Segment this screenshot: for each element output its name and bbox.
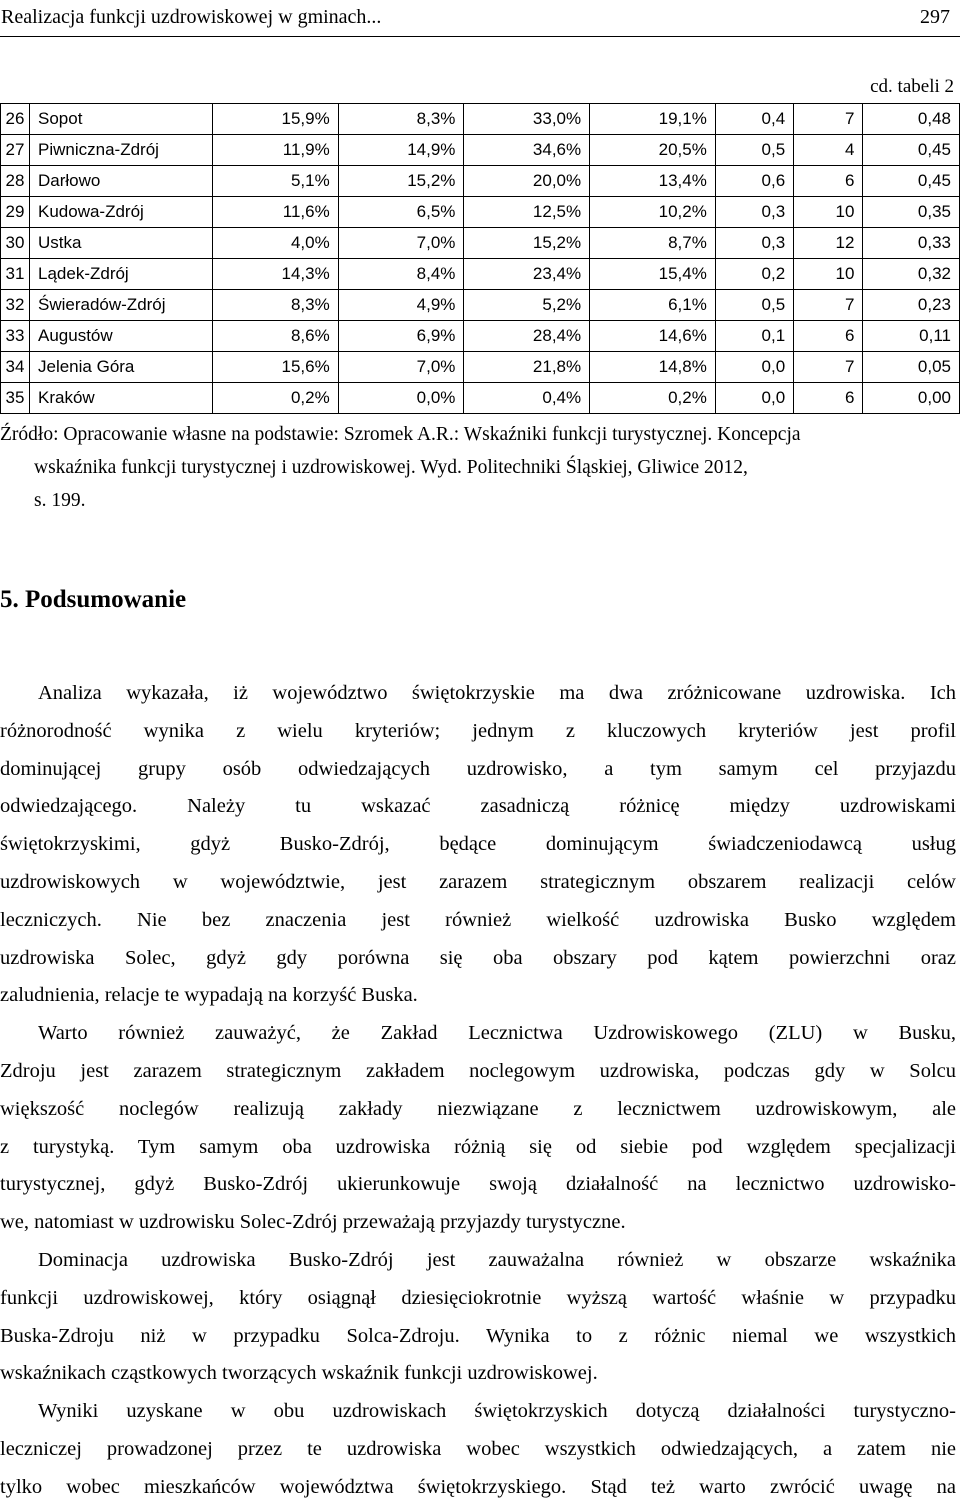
table-row xyxy=(1,290,960,321)
table-cell-c6: 7 xyxy=(794,104,863,135)
table-cell-c5: 0,4 xyxy=(715,104,793,135)
body-text xyxy=(0,675,956,1507)
table-cell-c7: 0,45 xyxy=(863,135,960,166)
body-line: funkcji uzdrowiskowej, który osiągnął dziesięciokrotnie wyższą wartość właśnie w przypadku xyxy=(0,1286,956,1309)
table-cell-c2: 8,4% xyxy=(338,259,464,290)
table-cell-n: 28 xyxy=(1,166,30,197)
body-line: z turystyką. Tym samym oba uzdrowiska różnią się od siebie pod względem specjalizacji xyxy=(0,1135,956,1158)
table-cell-c1: 15,9% xyxy=(213,104,339,135)
table-cell-c2: 7,0% xyxy=(338,228,464,259)
body-line: uzdrowiska Solec, gdyż gdy porówna się oba obszary pod kątem powierzchni oraz xyxy=(0,946,956,969)
table-cell-c4: 14,6% xyxy=(590,321,716,352)
table-row xyxy=(1,259,960,290)
data-table xyxy=(0,103,960,414)
source-line-3: s. 199. xyxy=(34,490,86,511)
table-cell-c2: 4,9% xyxy=(338,290,464,321)
table-cell-c3: 28,4% xyxy=(464,321,590,352)
table-cell-c5: 0,5 xyxy=(715,135,793,166)
table-cell-n: 31 xyxy=(1,259,30,290)
body-line: dominującej grupy osób odwiedzających uzdrowisko, a tym samym cel przyjazdu xyxy=(0,757,956,780)
page-number: 297 xyxy=(920,6,950,28)
table-cell-c5: 0,6 xyxy=(715,166,793,197)
table-row xyxy=(1,104,960,135)
table-cell-c6: 10 xyxy=(794,197,863,228)
table-cell-c5: 0,0 xyxy=(715,383,793,414)
table-cell-c2: 0,0% xyxy=(338,383,464,414)
body-line: leczniczej prowadzonej przez te uzdrowiska wobec wszystkich odwiedzających, a zatem nie xyxy=(0,1437,956,1460)
body-line: świętokrzyskimi, gdyż Busko-Zdrój, będące dominującym świadczeniodawcą usług xyxy=(0,833,956,856)
table-cell-c6: 4 xyxy=(794,135,863,166)
table-cell-c4: 15,4% xyxy=(590,259,716,290)
table-cell-c3: 0,4% xyxy=(464,383,590,414)
body-line: Dominacja uzdrowiska Busko-Zdrój jest zauważalna również w obszarze wskaźnika xyxy=(38,1248,956,1271)
body-line: leczniczych. Nie bez znaczenia jest również wielkość uzdrowiska Busko względem xyxy=(0,908,956,931)
table-cell-name: Piwniczna-Zdrój xyxy=(30,135,213,166)
body-line: większość noclegów realizują zakłady niezwiązane z lecznictwem uzdrowiskowym, ale xyxy=(0,1097,956,1120)
table-cell-c2: 7,0% xyxy=(338,352,464,383)
table-cell-n: 33 xyxy=(1,321,30,352)
table-cell-c2: 8,3% xyxy=(338,104,464,135)
table-cell-c6: 7 xyxy=(794,290,863,321)
table-cell-c3: 21,8% xyxy=(464,352,590,383)
table-cell-c5: 0,0 xyxy=(715,352,793,383)
table-cell-c4: 8,7% xyxy=(590,228,716,259)
table-cell-c6: 10 xyxy=(794,259,863,290)
table-cell-c3: 34,6% xyxy=(464,135,590,166)
table-cell-c1: 4,0% xyxy=(213,228,339,259)
table-cell-c5: 0,3 xyxy=(715,228,793,259)
table-cell-n: 35 xyxy=(1,383,30,414)
body-line: Analiza wykazała, iż województwo świętokrzyskie ma dwa zróżnicowane uzdrowiska. Ich xyxy=(38,682,956,704)
table-cell-c7: 0,11 xyxy=(863,321,960,352)
table-row xyxy=(1,135,960,166)
table-cell-c6: 12 xyxy=(794,228,863,259)
table-cell-name: Augustów xyxy=(30,321,213,352)
source-note xyxy=(0,418,960,517)
table-cell-n: 34 xyxy=(1,352,30,383)
body-line: Warto również zauważyć, że Zakład Lecznictwa Uzdrowiskowego (ZLU) w Busku, xyxy=(38,1022,956,1045)
table-cell-n: 27 xyxy=(1,135,30,166)
table-cell-name: Ustka xyxy=(30,228,213,259)
body-line: odwiedzającego. Należy tu wskazać zasadniczą różnicę między uzdrowiskami xyxy=(0,795,956,818)
body-line: Wyniki uzyskane w obu uzdrowiskach świętokrzyskich dotyczą działalności turystyczno- xyxy=(38,1400,956,1423)
table-row xyxy=(1,228,960,259)
table-cell-c2: 6,5% xyxy=(338,197,464,228)
table-cell-c7: 0,33 xyxy=(863,228,960,259)
table-cell-c5: 0,1 xyxy=(715,321,793,352)
table-row xyxy=(1,197,960,228)
table-cell-c3: 23,4% xyxy=(464,259,590,290)
table-row xyxy=(1,321,960,352)
table-row xyxy=(1,352,960,383)
body-line: tylko wobec mieszkańców województwa świętokrzyskiego. Stąd też warto zwrócić uwagę na xyxy=(0,1475,956,1498)
table-cell-name: Sopot xyxy=(30,104,213,135)
table-cell-c7: 0,32 xyxy=(863,259,960,290)
table-cell-c6: 6 xyxy=(794,166,863,197)
body-line: we, natomiast w uzdrowisku Solec-Zdrój przeważają przyjazdy turystyczne. xyxy=(0,1211,626,1234)
table-cell-c2: 6,9% xyxy=(338,321,464,352)
table-cell-c1: 15,6% xyxy=(213,352,339,383)
table-cell-c1: 5,1% xyxy=(213,166,339,197)
source-line-1: Źródło: Opracowanie własne na podstawie: Szromek A.R.: Wskaźniki funkcji turystycznej. Koncepcja xyxy=(0,424,801,445)
body-line: Buska-Zdroju niż w przypadku Solca-Zdroju. Wynika to z różnic niemal we wszystkich xyxy=(0,1324,956,1347)
table-cell-c1: 11,9% xyxy=(213,135,339,166)
table-cell-c3: 33,0% xyxy=(464,104,590,135)
table-cell-c1: 8,3% xyxy=(213,290,339,321)
body-line: Zdroju jest zarazem strategicznym zakładem noclegowym uzdrowiska, podczas gdy w Solcu xyxy=(0,1059,956,1082)
table-cell-c3: 12,5% xyxy=(464,197,590,228)
table-cell-c7: 0,05 xyxy=(863,352,960,383)
table-continuation-label: cd. tabeli 2 xyxy=(870,76,954,97)
table-cell-c4: 14,8% xyxy=(590,352,716,383)
table-cell-c6: 6 xyxy=(794,383,863,414)
table-cell-c6: 7 xyxy=(794,352,863,383)
body-line: turystycznej, gdyż Busko-Zdrój ukierunkowuje swoją działalność na lecznictwo uzdrowisko- xyxy=(0,1173,956,1196)
table-cell-name: Świeradów-Zdrój xyxy=(30,290,213,321)
table-cell-c5: 0,2 xyxy=(715,259,793,290)
source-line-2: wskaźnika funkcji turystycznej i uzdrowiskowej. Wyd. Politechniki Śląskiej, Gliwice 2012, xyxy=(34,457,748,478)
table-cell-n: 26 xyxy=(1,104,30,135)
table-cell-n: 30 xyxy=(1,228,30,259)
section-title: 5. Podsumowanie xyxy=(0,586,187,613)
table-cell-c1: 14,3% xyxy=(213,259,339,290)
table-cell-c3: 5,2% xyxy=(464,290,590,321)
table-cell-c6: 6 xyxy=(794,321,863,352)
table-cell-n: 29 xyxy=(1,197,30,228)
table-cell-c5: 0,5 xyxy=(715,290,793,321)
table-cell-c4: 20,5% xyxy=(590,135,716,166)
table-row xyxy=(1,166,960,197)
table-cell-c1: 11,6% xyxy=(213,197,339,228)
table-cell-c3: 15,2% xyxy=(464,228,590,259)
table-cell-c1: 0,2% xyxy=(213,383,339,414)
table-cell-c1: 8,6% xyxy=(213,321,339,352)
table-body xyxy=(1,104,960,414)
body-line: różnorodność wynika z wielu kryteriów; jednym z kluczowych kryteriów jest profil xyxy=(0,719,956,742)
body-line: uzdrowiskowych w województwie, jest zarazem strategicznym obszarem realizacji celów xyxy=(0,870,956,893)
table-cell-name: Jelenia Góra xyxy=(30,352,213,383)
table-cell-c4: 0,2% xyxy=(590,383,716,414)
table-cell-c4: 13,4% xyxy=(590,166,716,197)
table-cell-c7: 0,35 xyxy=(863,197,960,228)
table-cell-c7: 0,00 xyxy=(863,383,960,414)
body-line: wskaźnikach cząstkowych tworzących wskaźnik funkcji uzdrowiskowej. xyxy=(0,1362,598,1385)
page-header xyxy=(0,0,960,37)
table-cell-c3: 20,0% xyxy=(464,166,590,197)
table-cell-c5: 0,3 xyxy=(715,197,793,228)
table-cell-c2: 15,2% xyxy=(338,166,464,197)
table-cell-c7: 0,48 xyxy=(863,104,960,135)
table-cell-name: Kraków xyxy=(30,383,213,414)
table-cell-name: Darłowo xyxy=(30,166,213,197)
table-cell-n: 32 xyxy=(1,290,30,321)
table-row xyxy=(1,383,960,414)
table-cell-name: Lądek-Zdrój xyxy=(30,259,213,290)
table-cell-c2: 14,9% xyxy=(338,135,464,166)
table-cell-c7: 0,45 xyxy=(863,166,960,197)
table-cell-c7: 0,23 xyxy=(863,290,960,321)
body-line: zaludnienia, relacje te wypadają na korzyść Buska. xyxy=(0,984,418,1007)
running-title: Realizacja funkcji uzdrowiskowej w gminach... xyxy=(1,6,382,28)
table-cell-c4: 19,1% xyxy=(590,104,716,135)
table-cell-c4: 10,2% xyxy=(590,197,716,228)
table-cell-c4: 6,1% xyxy=(590,290,716,321)
table-cell-name: Kudowa-Zdrój xyxy=(30,197,213,228)
